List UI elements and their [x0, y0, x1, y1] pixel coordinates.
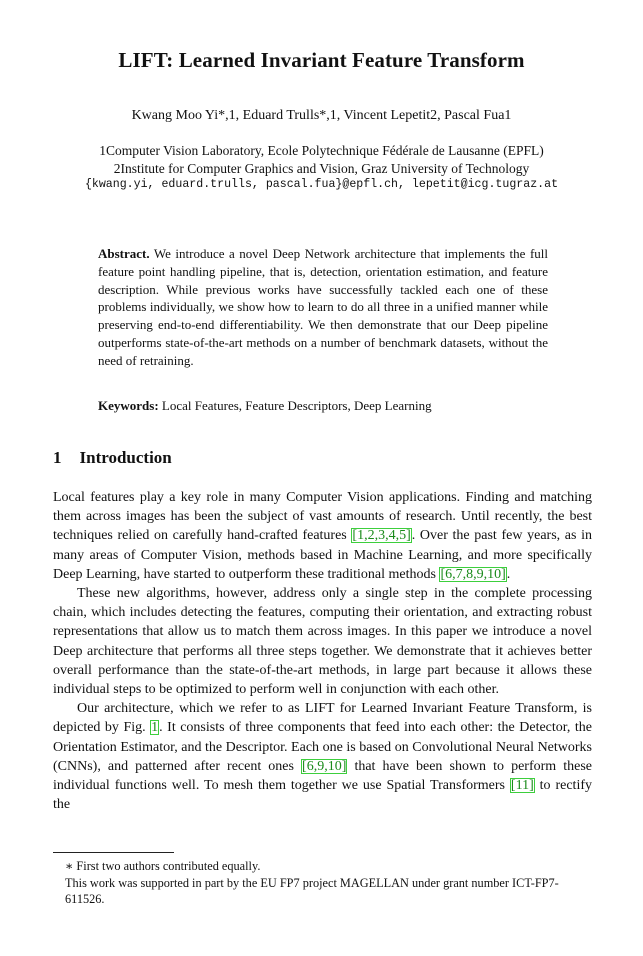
section-number: 1	[53, 448, 62, 467]
paragraph-2	[53, 584, 592, 699]
paragraph-1	[53, 488, 592, 584]
paragraph-text: that have been shown to perform these individual functions well. To mesh them together we use Spatial Transformers	[53, 758, 593, 794]
introduction-body	[53, 488, 592, 814]
paragraph-3	[53, 699, 592, 814]
abstract	[98, 245, 548, 370]
paper-title: LIFT: Learned Invariant Feature Transform	[118, 48, 525, 72]
paragraph-text: Our architecture, which we refer to as LIFT for Learned Invariant Feature Transform, is depicted by Fig.	[53, 701, 592, 736]
keywords	[98, 398, 558, 414]
paragraph-text: . It consists of three components that feed into each other: the Detector, the Orientation Estimator, and the Descriptor. Each one is based on Convolutional Neural Networks (CNNs), and patterned after recent ones	[53, 720, 592, 774]
figure-reference-link[interactable]: 1	[151, 720, 159, 736]
author-emails: {kwang.yi, eduard.trulls, pascal.fua}@epfl.ch, lepetit@icg.tugraz.at	[84, 178, 559, 191]
paragraph-text: to rectify the	[53, 778, 593, 813]
section-heading	[53, 448, 172, 468]
paragraph-text: . Over the past few years, as in many areas of Computer Vision, methods based in Machine Learning, and more specifically Deep Learning, have started to outperform these traditional methods	[53, 528, 592, 582]
affiliation-1: 1Computer Vision Laboratory, Ecole Polytechnique Fédérale de Lausanne (EPFL)	[99, 143, 544, 158]
citation-link[interactable]: [6,7,8,9,10]	[440, 566, 506, 582]
keywords-text: Local Features, Feature Descriptors, Deep Learning	[161, 398, 432, 413]
author-list: Kwang Moo Yi*,1, Eduard Trulls*,1, Vincent Lepetit2, Pascal Fua1	[131, 108, 512, 123]
footnote-equal-contribution: ∗ First two authors contributed equally.	[65, 859, 261, 873]
abstract-text: We introduce a novel Deep Network architecture that implements the full feature point handling pipeline, that is, detection, orientation estimation, and feature description. While previous works have successfully tackled each one of these problems individually, we show how to learn to do all three in a unified manner while preserving end-to-end differentiability. We then demonstrate that our Deep pipeline outperforms state-of-the-art methods on a number of benchmark datasets, without the need of retraining.	[98, 246, 548, 368]
citation-link[interactable]: [1,2,3,4,5]	[352, 528, 411, 544]
paragraph-text: These new algorithms, however, address only a single step in the complete processing chain, which includes detecting the features, computing their orientation, and extracting robust representations that allow us to match them across images. In this paper we introduce a novel Deep architecture that performs all three steps together. We demonstrate that it achieves better overall performance than the state-of-the-art methods, in large part because it allows these individual steps to be optimized to perform well in conjunction with each other.	[53, 586, 592, 698]
section-title: Introduction	[79, 448, 172, 467]
citation-link[interactable]: [6,9,10]	[302, 758, 347, 774]
paragraph-text: .	[506, 566, 511, 582]
footnotes	[65, 858, 592, 908]
abstract-label: Abstract.	[98, 246, 150, 261]
affiliation-2: 2Institute for Computer Graphics and Vision, Graz University of Technology	[113, 161, 530, 176]
citation-link[interactable]: [11]	[510, 778, 534, 794]
footnote-funding: This work was supported in part by the EU FP7 project MAGELLAN under grant number ICT-FP7-611526.	[65, 875, 559, 906]
footnote-divider	[53, 852, 174, 853]
keywords-label: Keywords:	[98, 398, 159, 413]
paragraph-text: Local features play a key role in many Computer Vision applications. Finding and matching them across images has been the subject of vast amounts of research. Until recently, the best techniques relied on carefully hand-crafted features	[53, 490, 592, 544]
